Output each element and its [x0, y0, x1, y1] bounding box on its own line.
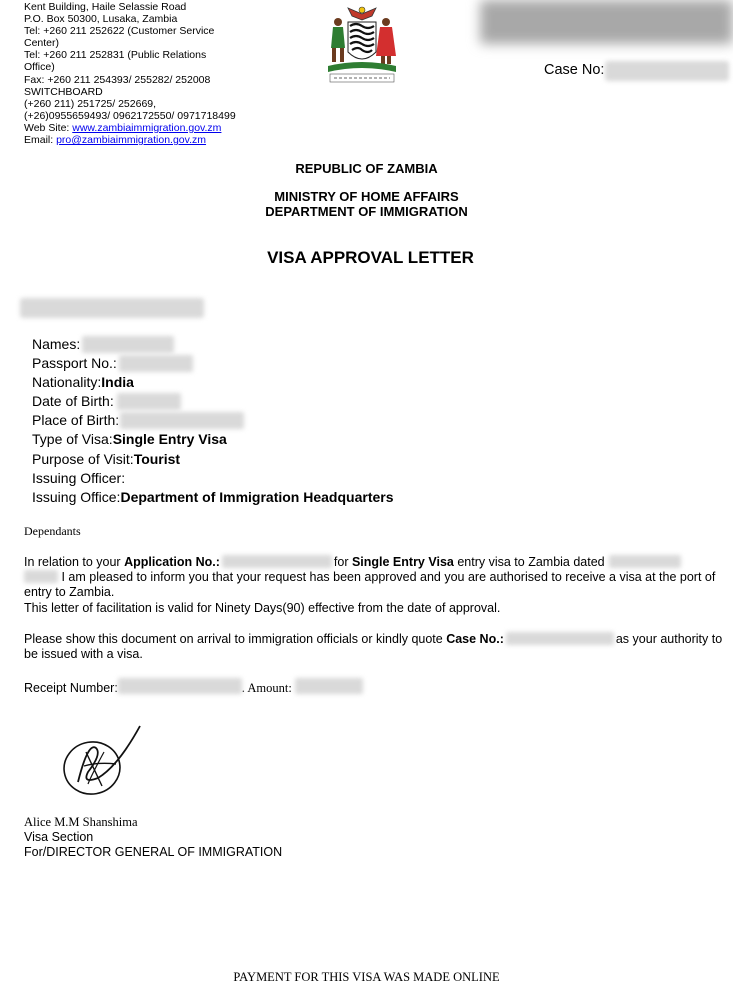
dob-row: Date of Birth:: [32, 392, 394, 411]
redacted-names: [82, 336, 174, 353]
redacted-dob: [117, 393, 181, 410]
tel-customer-service: Tel: +260 211 252622 (Customer Service: [24, 25, 215, 38]
redacted-date-part-2: [24, 570, 58, 583]
pob-row: Place of Birth:: [32, 411, 394, 430]
coat-of-arms-icon: [318, 0, 406, 88]
signature-icon: [58, 722, 148, 800]
redacted-pob: [120, 412, 244, 429]
applicant-details: [32, 335, 394, 507]
visa-type-row: Type of Visa: Single Entry Visa: [32, 431, 227, 448]
department-heading: DEPARTMENT OF IMMIGRATION: [265, 204, 468, 219]
case-number-label: Case No:: [544, 62, 605, 78]
switchboard-line-1: (+260 211) 251725/ 252669,: [24, 97, 157, 110]
payment-footer: PAYMENT FOR THIS VISA WAS MADE ONLINE: [233, 970, 500, 984]
signatory-section: Visa Section: [24, 830, 94, 844]
dependants-label: Dependants: [24, 524, 81, 538]
contact-block: [24, 1, 254, 146]
redacted-passport: [119, 355, 193, 372]
email-link[interactable]: pro@zambiaimmigration.gov.zm: [56, 134, 207, 147]
issuing-officer-row: Issuing Officer:: [32, 469, 126, 486]
signatory-name: Alice M.M Shanshima: [24, 815, 138, 829]
redacted-date-part-1: [609, 555, 681, 568]
page-title: VISA APPROVAL LETTER: [267, 248, 474, 267]
signatory-title: For/DIRECTOR GENERAL OF IMMIGRATION: [24, 845, 283, 859]
instruction-paragraph: Please show this document on arrival to immigration officials or kindly quote Case No.: as your authority to be issued with a visa.: [24, 632, 723, 661]
receipt-line: Receipt Number: . Amount:: [24, 678, 724, 696]
redacted-addressee: [20, 298, 204, 318]
website-line: Web Site: www.zambiaimmigration.gov.zm: [24, 121, 222, 134]
address-line-1: Kent Building, Haile Selassie Road: [24, 1, 187, 13]
switchboard-line-2: (+26)0955659493/ 0962172550/ 0971718499: [24, 109, 236, 122]
email-line: Email: pro@zambiaimmigration.gov.zm: [24, 134, 207, 147]
redacted-case-number-inline: [506, 632, 614, 645]
tel-customer-service-cont: Center): [24, 37, 60, 50]
address-line-2: P.O. Box 50300, Lusaka, Zambia: [24, 13, 178, 26]
redacted-reference: [480, 0, 733, 44]
names-row: Names:: [32, 335, 394, 354]
passport-row: Passport No.:: [32, 354, 394, 373]
purpose-row: Purpose of Visit: Tourist: [32, 450, 181, 467]
ministry-heading: MINISTRY OF HOME AFFAIRS: [274, 189, 459, 204]
fax-line: Fax: +260 211 254393/ 255282/ 252008: [24, 73, 211, 86]
redacted-case-number: [605, 61, 729, 81]
approval-paragraph: In relation to your Application No.: for Single Entry Visa entry visa to Zambia dated I am pleased to inform you that your request has been approved and you are authorised to receive a visa at the port of entry to Zambia.: [24, 555, 716, 599]
redacted-amount: [295, 678, 363, 694]
nationality-row: Nationality: India: [32, 374, 134, 391]
redacted-application-number: [222, 555, 332, 568]
republic-heading: REPUBLIC OF ZAMBIA: [295, 161, 438, 176]
switchboard-label: SWITCHBOARD: [24, 85, 103, 98]
tel-public-relations-cont: Office): [24, 61, 55, 74]
issuing-office-row: Issuing Office: Department of Immigration Headquarters: [32, 488, 394, 505]
validity-paragraph: This letter of facilitation is valid for Ninety Days(90) effective from the date of approval.: [24, 601, 501, 615]
redacted-receipt-number: [118, 678, 242, 694]
website-link[interactable]: www.zambiaimmigration.gov.zm: [72, 121, 222, 134]
tel-public-relations: Tel: +260 211 252831 (Public Relations: [24, 49, 207, 62]
